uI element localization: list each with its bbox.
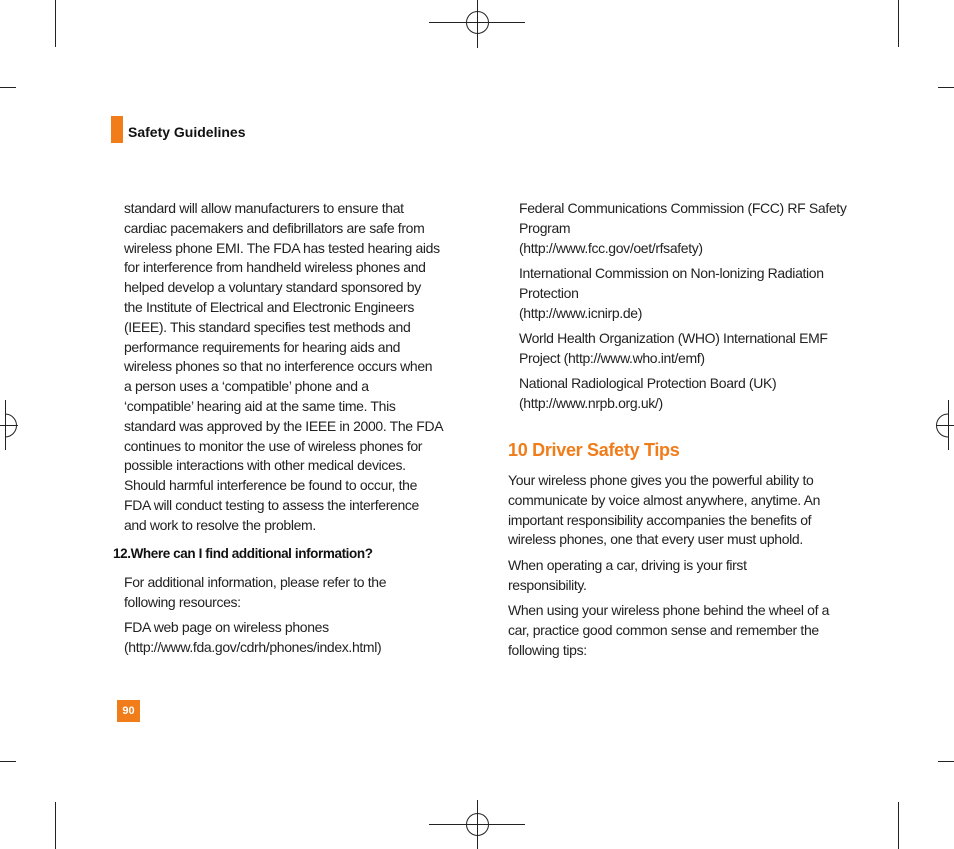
crop-mark bbox=[898, 0, 899, 47]
intro-paragraph bbox=[124, 573, 472, 613]
text-line: car, practice good common sense and remember the bbox=[508, 622, 819, 639]
text-line: performance requirements for hearing aids and bbox=[124, 338, 401, 355]
crop-mark bbox=[0, 761, 16, 762]
text-line: cardiac pacemakers and defibrillators are safe from bbox=[124, 219, 425, 236]
fda-resource bbox=[124, 618, 472, 658]
registration-mark-top bbox=[429, 0, 525, 48]
left-body-paragraph bbox=[124, 199, 472, 536]
text-line: following tips: bbox=[508, 641, 587, 658]
text-line: For additional information, please refer to the bbox=[124, 574, 387, 590]
text-line: Project (http://www.who.int/emf) bbox=[519, 349, 705, 366]
text-line: wireless phones so that no interference occurs when bbox=[124, 358, 433, 375]
answer-section bbox=[124, 573, 472, 664]
resource-item-who bbox=[519, 329, 858, 369]
tips-paragraph bbox=[508, 556, 860, 596]
text-line: Protection bbox=[519, 284, 579, 301]
text-line: Your wireless phone gives you the powerful ability to bbox=[508, 472, 814, 488]
text-line: World Health Organization (WHO) International EMF bbox=[519, 330, 828, 347]
text-line: When operating a car, driving is your first bbox=[508, 556, 747, 573]
registration-mark-left bbox=[0, 400, 18, 450]
resource-url: (http://www.fda.gov/cdrh/phones/index.html) bbox=[124, 639, 382, 656]
text-line: Should harmful interference be found to occur, the bbox=[124, 477, 418, 494]
text-line: National Radiological Protection Board (UK) bbox=[519, 375, 777, 392]
text-line: wireless phones, one that every user must uphold. bbox=[508, 531, 803, 548]
text-line: Federal Communications Commission (FCC) RF Safety bbox=[519, 200, 847, 216]
text-line: ‘compatible’ hearing aid at the same time. This bbox=[124, 397, 396, 414]
crop-mark bbox=[0, 87, 16, 88]
resource-url: (http://www.fcc.gov/oet/rfsafety) bbox=[519, 239, 703, 256]
tips-section bbox=[508, 471, 860, 667]
text-line: a person uses a ‘compatible’ phone and a bbox=[124, 378, 369, 395]
question-heading: 12.Where can I find additional information? bbox=[113, 546, 373, 561]
crop-mark bbox=[938, 87, 954, 88]
page-header-title: Safety Guidelines bbox=[128, 124, 246, 140]
section-title: 10 Driver Safety Tips bbox=[508, 440, 680, 460]
text-line: standard was approved by the IEEE in 2000. The FDA bbox=[124, 417, 444, 434]
crop-mark bbox=[898, 802, 899, 849]
text-line: for interference from handheld wireless phones and bbox=[124, 259, 426, 276]
crop-mark bbox=[55, 0, 56, 47]
crop-mark bbox=[938, 761, 954, 762]
resource-list bbox=[508, 199, 858, 420]
text-line: continues to monitor the use of wireless phones for bbox=[124, 437, 423, 454]
text-line: and work to resolve the problem. bbox=[124, 516, 316, 533]
text-line: wireless phone EMI. The FDA has tested hearing aids bbox=[124, 239, 440, 256]
tips-paragraph bbox=[508, 601, 860, 660]
text-line: (IEEE). This standard specifies test methods and bbox=[124, 318, 411, 335]
text-line: possible interactions with other medical devices. bbox=[124, 457, 406, 474]
tips-paragraph bbox=[508, 471, 860, 550]
text-line: important responsibility accompanies the benefits of bbox=[508, 511, 812, 528]
text-line: helped develop a voluntary standard sponsored by bbox=[124, 279, 421, 296]
page-number-badge: 90 bbox=[117, 700, 140, 722]
text-line: When using your wireless phone behind the wheel of a bbox=[508, 602, 830, 619]
text-line: the Institute of Electrical and Electronic Engineers bbox=[124, 298, 414, 315]
text-line: International Commission on Non-lonizing Radiation bbox=[519, 265, 824, 282]
text-line: standard will allow manufacturers to ensure that bbox=[124, 200, 404, 216]
text-line: Program bbox=[519, 219, 571, 236]
resource-item-fcc bbox=[519, 199, 858, 258]
resource-url: (http://www.icnirp.de) bbox=[519, 304, 643, 321]
registration-mark-right bbox=[936, 400, 954, 450]
text-line: following resources: bbox=[124, 593, 241, 610]
text-line: FDA web page on wireless phones bbox=[124, 619, 329, 636]
registration-mark-bottom bbox=[429, 800, 525, 849]
resource-item-icnirp bbox=[519, 264, 858, 323]
text-line: FDA will conduct testing to assess the interference bbox=[124, 496, 419, 513]
resource-item-nrpb bbox=[519, 374, 858, 414]
resource-url: (http://www.nrpb.org.uk/) bbox=[519, 395, 663, 412]
text-line: responsibility. bbox=[508, 576, 587, 593]
crop-mark bbox=[55, 802, 56, 849]
text-line: communicate by voice almost anywhere, anytime. An bbox=[508, 491, 821, 508]
header-accent-bar bbox=[111, 116, 123, 143]
